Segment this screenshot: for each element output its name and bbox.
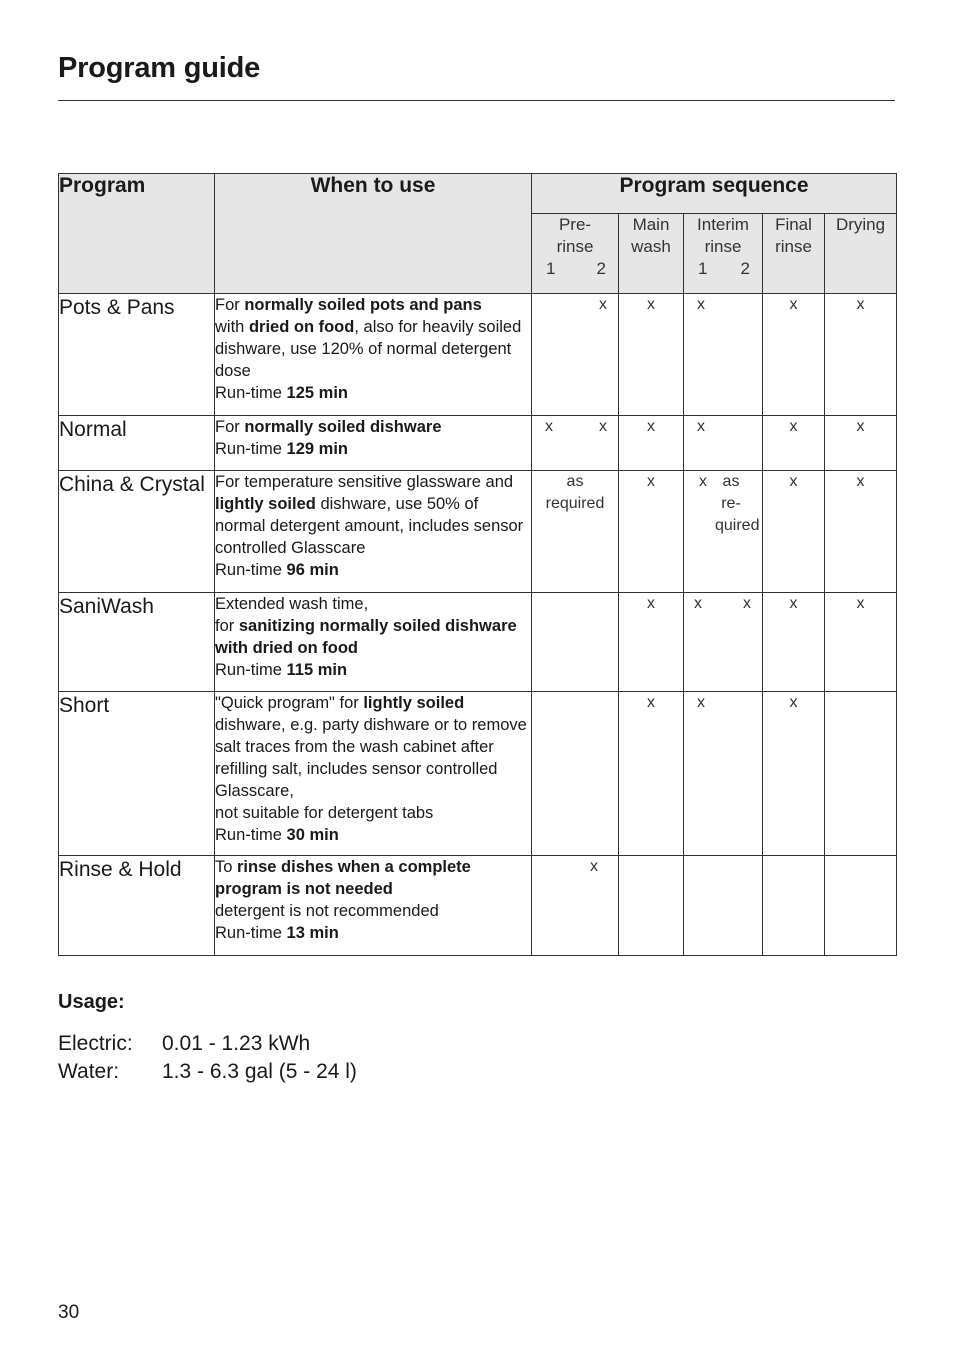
mark: x (856, 296, 865, 313)
table-row (59, 471, 897, 593)
when-text: dishware, use 50% of normal detergent amount, includes sensor controlled Glasscare (215, 495, 524, 557)
subheader-label: rinse (775, 237, 812, 256)
electric-label: Electric: (58, 1032, 133, 1055)
table-row (59, 856, 897, 956)
subheader-drying (825, 214, 897, 294)
mark: x (599, 418, 607, 435)
when-text-bold: dried on food (248, 318, 355, 336)
mark: x (743, 595, 751, 612)
drying-cell (825, 856, 897, 956)
page-number: 30 (58, 1302, 80, 1323)
mark: x (697, 694, 705, 711)
program-guide-table (58, 173, 897, 956)
header-when-to-use: When to use (215, 174, 532, 294)
interim-rinse-cell (684, 416, 763, 471)
when-to-use-cell (215, 471, 532, 593)
when-to-use-cell (215, 593, 532, 692)
pre-rinse-cell (532, 416, 619, 471)
subheader-pre-rinse (532, 214, 619, 294)
runtime-label: Run-time (215, 661, 287, 679)
when-text-bold: rinse dishes when a complete program is not needed (215, 858, 471, 898)
pre-rinse-cell (532, 856, 619, 956)
drying-cell (825, 593, 897, 692)
runtime-value: 125 min (286, 384, 348, 402)
mark: x (856, 595, 865, 612)
drying-cell (825, 416, 897, 471)
when-text: For (215, 418, 245, 436)
when-text-bold: lightly soiled (215, 495, 316, 513)
when-text: To (215, 858, 238, 876)
main-wash-cell (619, 856, 684, 956)
mark-note: as re- quired (715, 473, 760, 534)
mark: x (789, 595, 798, 612)
when-text: Extended wash time, (215, 595, 369, 613)
program-name: SaniWash (59, 593, 215, 692)
table-row (59, 416, 897, 471)
subheader-label: rinse (704, 237, 742, 256)
final-rinse-cell (763, 692, 825, 856)
header-program: Program (59, 174, 215, 294)
water-value: 1.3 - 6.3 gal (5 - 24 l) (162, 1060, 357, 1083)
runtime-value: 129 min (286, 440, 348, 458)
runtime-value: 115 min (286, 661, 348, 679)
when-text: dishware, e.g. party dishware or to remove salt traces from the wash cabinet after refilling salt, includes sensor controlled Glasscare, (215, 716, 527, 800)
subheader-label: Pre- (558, 215, 592, 234)
when-to-use-cell (215, 692, 532, 856)
drying-cell (825, 294, 897, 416)
mark: x (699, 473, 707, 490)
subheader-label: Main (632, 215, 670, 234)
when-text: For (215, 296, 245, 314)
mark: x (697, 418, 705, 435)
subheader-number: 1 (546, 259, 556, 278)
when-text: for (215, 617, 239, 635)
subheader-label: Drying (835, 215, 886, 234)
mark: x (789, 473, 798, 490)
mark: x (590, 858, 598, 875)
page-title: Program guide (58, 52, 261, 84)
runtime-label: Run-time (215, 561, 287, 579)
main-wash-cell (619, 294, 684, 416)
table-row (59, 593, 897, 692)
subheader-interim-rinse (684, 214, 763, 294)
subheader-label: rinse (556, 237, 594, 256)
header-program-sequence: Program sequence (532, 174, 897, 214)
mark: x (789, 296, 798, 313)
subheader-main-wash (619, 214, 684, 294)
mark: x (647, 473, 655, 490)
table-row (59, 294, 897, 416)
runtime-label: Run-time (215, 826, 287, 844)
program-name: China & Crystal (59, 471, 215, 593)
subheader-label: wash (631, 237, 671, 256)
mark: x (694, 595, 702, 612)
pre-rinse-cell (532, 593, 619, 692)
mark: x (545, 418, 553, 435)
subheader-label: Interim (697, 215, 749, 234)
final-rinse-cell (763, 471, 825, 593)
mark: x (789, 694, 798, 711)
main-wash-cell (619, 692, 684, 856)
subheader-number: 2 (740, 259, 750, 278)
final-rinse-cell (763, 593, 825, 692)
when-text: , also for heavily soiled dishware, use 120% of normal detergent dose (215, 318, 522, 380)
final-rinse-cell (763, 856, 825, 956)
main-wash-cell (619, 471, 684, 593)
usage-electric (58, 1032, 310, 1056)
runtime-label: Run-time (215, 384, 287, 402)
when-text: detergent is not recommended (215, 902, 439, 920)
electric-value: 0.01 - 1.23 kWh (162, 1032, 311, 1055)
runtime-label: Run-time (215, 924, 287, 942)
when-text-bold: normally soiled pots and pans (244, 296, 482, 314)
when-text: not suitable for detergent tabs (215, 804, 434, 822)
pre-rinse-cell (532, 692, 619, 856)
when-text-bold: sanitizing normally soiled dishware with dried on food (215, 617, 517, 657)
runtime-value: 96 min (286, 561, 339, 579)
mark: x (647, 595, 655, 612)
runtime-label: Run-time (215, 440, 287, 458)
mark: x (599, 296, 607, 313)
mark: x (856, 418, 865, 435)
usage-heading: Usage: (58, 991, 125, 1013)
interim-rinse-cell (684, 593, 763, 692)
when-to-use-cell (215, 294, 532, 416)
final-rinse-cell (763, 294, 825, 416)
program-name: Rinse & Hold (59, 856, 215, 956)
when-text-bold: normally soiled dishware (244, 418, 442, 436)
interim-rinse-cell (684, 471, 763, 593)
subheader-number: 1 (698, 259, 708, 278)
runtime-value: 30 min (286, 826, 339, 844)
drying-cell (825, 471, 897, 593)
water-label: Water: (58, 1060, 120, 1083)
when-to-use-cell (215, 856, 532, 956)
mark: x (647, 694, 655, 711)
pre-rinse-cell (532, 294, 619, 416)
title-divider (58, 100, 895, 101)
usage-water (58, 1060, 357, 1084)
subheader-number: 2 (596, 259, 606, 278)
when-text: For temperature sensitive glassware and (215, 473, 514, 491)
drying-cell (825, 692, 897, 856)
subheader-label: Final (775, 215, 812, 234)
mark: x (647, 418, 655, 435)
mark-note: as required (545, 473, 605, 512)
when-text-bold: lightly soiled (363, 694, 465, 712)
program-name: Normal (59, 416, 215, 471)
interim-rinse-cell (684, 294, 763, 416)
table-row (59, 692, 897, 856)
mark: x (789, 418, 798, 435)
interim-rinse-cell (684, 692, 763, 856)
when-text: with (215, 318, 249, 336)
subheader-final-rinse (763, 214, 825, 294)
program-name: Pots & Pans (59, 294, 215, 416)
mark: x (697, 296, 705, 313)
pre-rinse-cell (532, 471, 619, 593)
when-to-use-cell (215, 416, 532, 471)
final-rinse-cell (763, 416, 825, 471)
main-wash-cell (619, 593, 684, 692)
interim-rinse-cell (684, 856, 763, 956)
mark: x (856, 473, 865, 490)
when-text: "Quick program" for (215, 694, 364, 712)
runtime-value: 13 min (286, 924, 339, 942)
main-wash-cell (619, 416, 684, 471)
mark: x (647, 296, 655, 313)
program-name: Short (59, 692, 215, 856)
